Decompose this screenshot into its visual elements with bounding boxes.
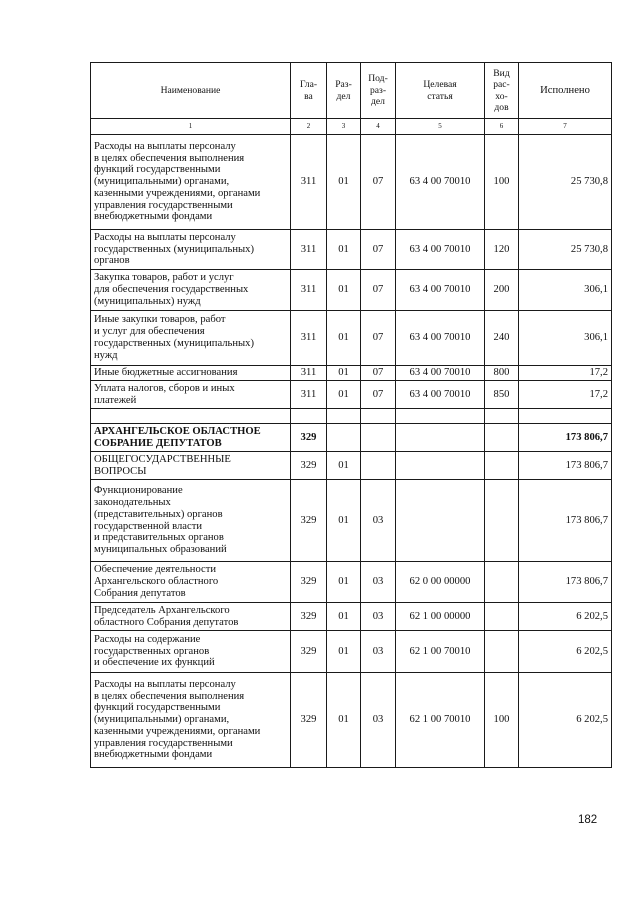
page-number: 182 <box>578 814 598 826</box>
row-name: Расходы на выплаты персоналу государственных (муниципальных) органов <box>91 230 291 270</box>
table-row <box>91 424 612 452</box>
row-subsection: 07 <box>361 366 396 381</box>
row-name: Обеспечение деятельности Архангельского областного Собрания депутатов <box>91 562 291 603</box>
row-target: 63 4 00 70010 <box>396 135 485 230</box>
row-chapter: 329 <box>291 631 327 673</box>
row-section: 01 <box>327 631 361 673</box>
row-chapter: 329 <box>291 452 327 480</box>
row-section: 01 <box>327 311 361 366</box>
row-executed: 25 730,8 <box>519 135 612 230</box>
row-subsection: 07 <box>361 311 396 366</box>
row-section: 01 <box>327 562 361 603</box>
row-target <box>396 452 485 480</box>
row-executed: 173 806,7 <box>519 452 612 480</box>
row-expense-type: 850 <box>485 381 519 409</box>
row-name: Закупка товаров, работ и услуг для обеспечения государственных (муниципальных) нужд <box>91 270 291 311</box>
table-body <box>91 135 612 768</box>
row-chapter: 311 <box>291 381 327 409</box>
row-section: 01 <box>327 603 361 631</box>
row-name: Уплата налогов, сборов и иных платежей <box>91 381 291 409</box>
row-section: 01 <box>327 673 361 768</box>
row-target: 63 4 00 70010 <box>396 270 485 311</box>
row-expense-type <box>485 603 519 631</box>
row-subsection: 07 <box>361 270 396 311</box>
row-section: 01 <box>327 270 361 311</box>
row-expense-type <box>485 562 519 603</box>
row-name: Иные бюджетные ассигнования <box>91 366 291 381</box>
row-chapter: 329 <box>291 480 327 562</box>
header-target: Целевая статья <box>396 63 485 119</box>
header-section: Раз- дел <box>327 63 361 119</box>
row-expense-type: 240 <box>485 311 519 366</box>
row-section: 01 <box>327 366 361 381</box>
empty-cell <box>91 409 291 424</box>
row-executed: 6 202,5 <box>519 603 612 631</box>
column-number: 4 <box>361 119 396 135</box>
empty-cell <box>291 409 327 424</box>
table-row <box>91 270 612 311</box>
row-executed: 6 202,5 <box>519 673 612 768</box>
row-executed: 6 202,5 <box>519 631 612 673</box>
row-chapter: 311 <box>291 230 327 270</box>
row-subsection: 07 <box>361 381 396 409</box>
row-target: 63 4 00 70010 <box>396 230 485 270</box>
row-expense-type <box>485 631 519 673</box>
row-name: Расходы на выплаты персоналу в целях обеспечения выполнения функций государственными (муниципальными) органами, казенными учреждениями, органами управления государственными внебюджетными фондами <box>91 135 291 230</box>
row-expense-type: 120 <box>485 230 519 270</box>
table-row <box>91 673 612 768</box>
row-target <box>396 424 485 452</box>
row-name: Расходы на содержание государственных органов и обеспечение их функций <box>91 631 291 673</box>
row-name: АРХАНГЕЛЬСКОЕ ОБЛАСТНОЕ СОБРАНИЕ ДЕПУТАТОВ <box>91 424 291 452</box>
row-executed: 306,1 <box>519 270 612 311</box>
row-subsection: 03 <box>361 603 396 631</box>
header-expense-type: Вид рас- хо- дов <box>485 63 519 119</box>
row-chapter: 311 <box>291 366 327 381</box>
header-executed: Исполнено <box>519 63 612 119</box>
budget-table <box>90 62 612 768</box>
row-subsection <box>361 452 396 480</box>
row-section: 01 <box>327 381 361 409</box>
row-executed: 17,2 <box>519 366 612 381</box>
column-number: 5 <box>396 119 485 135</box>
row-subsection <box>361 424 396 452</box>
row-subsection: 07 <box>361 230 396 270</box>
column-number: 6 <box>485 119 519 135</box>
row-subsection: 03 <box>361 631 396 673</box>
row-target: 63 4 00 70010 <box>396 311 485 366</box>
row-section: 01 <box>327 230 361 270</box>
row-subsection: 07 <box>361 135 396 230</box>
table-row <box>91 135 612 230</box>
empty-cell <box>361 409 396 424</box>
row-expense-type <box>485 480 519 562</box>
row-target: 62 1 00 00000 <box>396 603 485 631</box>
row-name: ОБЩЕГОСУДАРСТВЕННЫЕ ВОПРОСЫ <box>91 452 291 480</box>
row-name: Иные закупки товаров, работ и услуг для обеспечения государственных (муниципальных) нужд <box>91 311 291 366</box>
header-row <box>91 63 612 119</box>
row-expense-type: 800 <box>485 366 519 381</box>
empty-cell <box>396 409 485 424</box>
row-subsection: 03 <box>361 562 396 603</box>
row-section <box>327 424 361 452</box>
row-executed: 173 806,7 <box>519 562 612 603</box>
column-number-row <box>91 119 612 135</box>
table-row <box>91 366 612 381</box>
column-number: 7 <box>519 119 612 135</box>
row-chapter: 329 <box>291 603 327 631</box>
column-number: 3 <box>327 119 361 135</box>
row-name: Расходы на выплаты персоналу в целях обеспечения выполнения функций государственными (муниципальными) органами, казенными учреждениями, органами управления государственными внебюджетными фондами <box>91 673 291 768</box>
row-section: 01 <box>327 135 361 230</box>
table-row <box>91 631 612 673</box>
row-executed: 306,1 <box>519 311 612 366</box>
row-expense-type <box>485 424 519 452</box>
empty-cell <box>485 409 519 424</box>
row-name: Функционирование законодательных (представительных) органов государственной власти и представительных органов муниципальных образований <box>91 480 291 562</box>
row-executed: 173 806,7 <box>519 424 612 452</box>
row-expense-type: 200 <box>485 270 519 311</box>
table-row <box>91 311 612 366</box>
header-name: Наименование <box>91 63 291 119</box>
column-number: 1 <box>91 119 291 135</box>
row-chapter: 311 <box>291 270 327 311</box>
table-row <box>91 562 612 603</box>
table-row <box>91 230 612 270</box>
header-subsection: Под- раз- дел <box>361 63 396 119</box>
row-name: Председатель Архангельского областного Собрания депутатов <box>91 603 291 631</box>
row-chapter: 311 <box>291 311 327 366</box>
table-row <box>91 603 612 631</box>
row-chapter: 311 <box>291 135 327 230</box>
row-executed: 173 806,7 <box>519 480 612 562</box>
row-chapter: 329 <box>291 562 327 603</box>
row-executed: 25 730,8 <box>519 230 612 270</box>
row-expense-type: 100 <box>485 135 519 230</box>
row-target <box>396 480 485 562</box>
row-target: 63 4 00 70010 <box>396 366 485 381</box>
table-row <box>91 381 612 409</box>
row-target: 63 4 00 70010 <box>396 381 485 409</box>
row-subsection: 03 <box>361 673 396 768</box>
row-subsection: 03 <box>361 480 396 562</box>
column-number: 2 <box>291 119 327 135</box>
row-target: 62 0 00 00000 <box>396 562 485 603</box>
table-row <box>91 480 612 562</box>
row-target: 62 1 00 70010 <box>396 631 485 673</box>
row-expense-type <box>485 452 519 480</box>
row-expense-type: 100 <box>485 673 519 768</box>
spacer-row <box>91 409 612 424</box>
table-row <box>91 452 612 480</box>
empty-cell <box>519 409 612 424</box>
row-executed: 17,2 <box>519 381 612 409</box>
row-chapter: 329 <box>291 673 327 768</box>
row-section: 01 <box>327 480 361 562</box>
header-chapter: Гла- ва <box>291 63 327 119</box>
row-target: 62 1 00 70010 <box>396 673 485 768</box>
row-section: 01 <box>327 452 361 480</box>
empty-cell <box>327 409 361 424</box>
row-chapter: 329 <box>291 424 327 452</box>
